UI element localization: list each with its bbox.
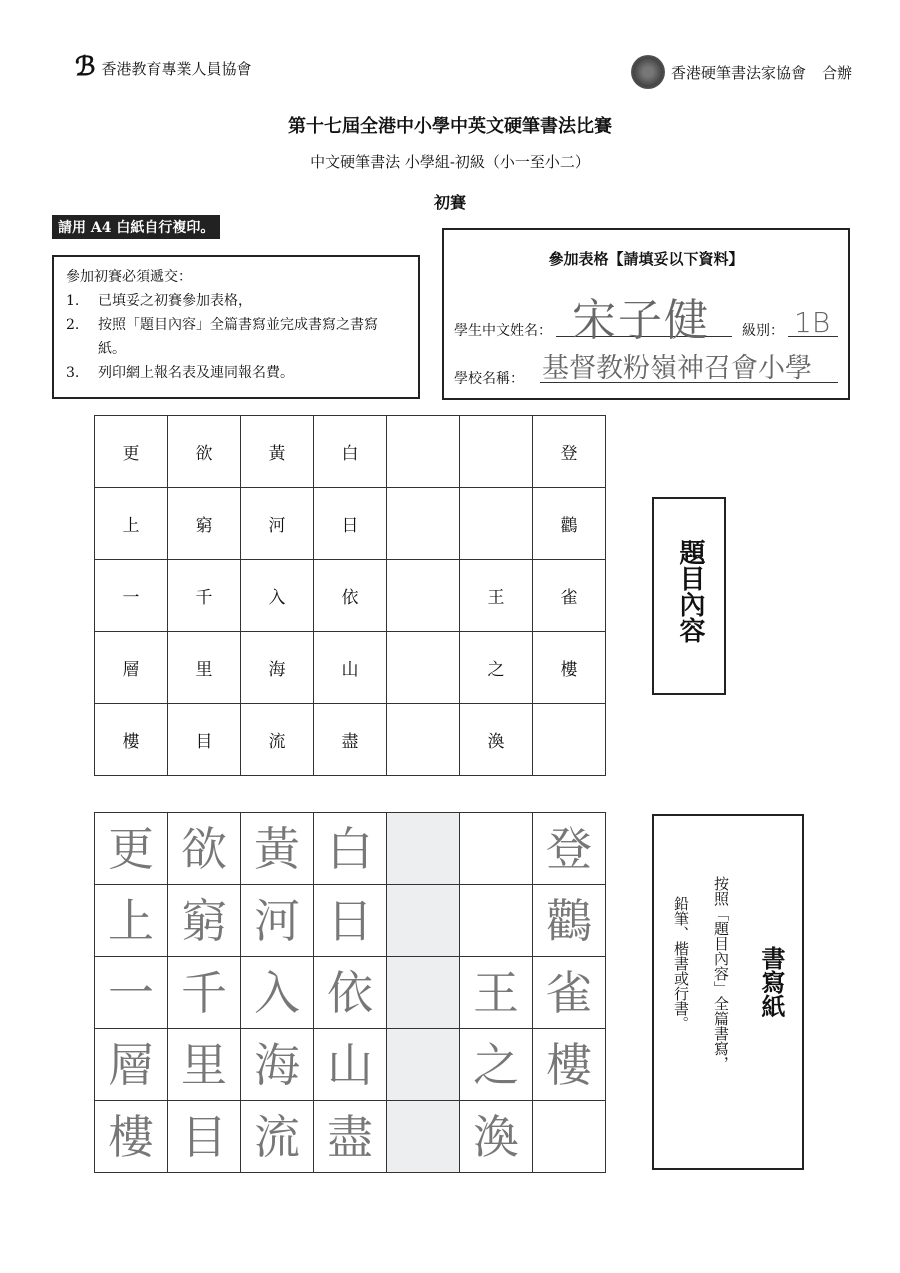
grid-cell xyxy=(460,416,533,488)
table-row xyxy=(95,885,606,957)
writing-cell[interactable]: 海 xyxy=(241,1029,314,1101)
writing-cell[interactable]: 渙 xyxy=(460,1101,533,1173)
table-row xyxy=(95,1101,606,1173)
grid-cell: 流 xyxy=(241,704,314,776)
grid-cell: 依 xyxy=(314,560,387,632)
grid-cell: 入 xyxy=(241,560,314,632)
writing-cell[interactable]: 層 xyxy=(95,1029,168,1101)
left-org-name: 香港教育專業人員協會 xyxy=(101,60,252,78)
calligraphy-seal-icon xyxy=(631,55,665,89)
writing-cell[interactable]: 鸛 xyxy=(533,885,606,957)
round-label: 初賽 xyxy=(433,193,466,212)
grid-cell: 樓 xyxy=(95,704,168,776)
writing-cell[interactable] xyxy=(460,885,533,957)
form-title: 參加表格【請填妥以下資料】 xyxy=(548,250,744,268)
writing-cell[interactable]: 樓 xyxy=(533,1029,606,1101)
writing-cell[interactable]: 樓 xyxy=(95,1101,168,1173)
grid-cell: 里 xyxy=(168,632,241,704)
writing-cell[interactable]: 盡 xyxy=(314,1101,387,1173)
table-row xyxy=(95,560,606,632)
table-row xyxy=(95,813,606,885)
writing-cell[interactable]: 日 xyxy=(314,885,387,957)
list-item: 3. 列印網上報名表及連同報名費。 xyxy=(66,365,294,381)
grid-cell: 樓 xyxy=(533,632,606,704)
requirements-list xyxy=(66,289,406,385)
association-logo-icon: ℬ xyxy=(75,52,96,82)
writing-cell[interactable]: 白 xyxy=(314,813,387,885)
grid-cell: 欲 xyxy=(168,416,241,488)
grid-cell xyxy=(387,488,460,560)
writing-cell[interactable] xyxy=(533,1101,606,1173)
school-label: 學校名稱： xyxy=(454,371,524,387)
writing-grid xyxy=(94,812,606,1173)
writing-cell[interactable]: 入 xyxy=(241,957,314,1029)
grid-cell: 千 xyxy=(168,560,241,632)
writing-cell[interactable]: 目 xyxy=(168,1101,241,1173)
grid-cell: 山 xyxy=(314,632,387,704)
grid-cell: 登 xyxy=(533,416,606,488)
writing-cell[interactable]: 雀 xyxy=(533,957,606,1029)
writing-cell[interactable]: 上 xyxy=(95,885,168,957)
writing-cell[interactable]: 里 xyxy=(168,1029,241,1101)
table-row xyxy=(95,1029,606,1101)
school-field[interactable]: 基督教粉嶺神召會小學 xyxy=(542,353,812,384)
grid-cell: 白 xyxy=(314,416,387,488)
writing-cell[interactable]: 山 xyxy=(314,1029,387,1101)
page-title: 第十七屆全港中小學中英文硬筆書法比賽 xyxy=(288,116,612,137)
writing-cell[interactable]: 王 xyxy=(460,957,533,1029)
right-org-header xyxy=(631,55,852,89)
writing-cell[interactable]: 黃 xyxy=(241,813,314,885)
list-item: 2. 按照「題目內容」全篇書寫並完成書寫之書寫紙。 xyxy=(66,317,378,357)
grid-cell: 王 xyxy=(460,560,533,632)
left-org-header xyxy=(75,52,252,82)
requirements-box xyxy=(52,255,420,399)
grid-cell: 之 xyxy=(460,632,533,704)
grid-cell: 上 xyxy=(95,488,168,560)
grid-cell xyxy=(387,632,460,704)
co-host-label: 合辦 xyxy=(821,63,852,82)
writing-cell[interactable]: 千 xyxy=(168,957,241,1029)
right-org-name: 香港硬筆書法家協會 xyxy=(670,63,806,82)
writing-cell[interactable]: 之 xyxy=(460,1029,533,1101)
writing-cell[interactable]: 依 xyxy=(314,957,387,1029)
topic-label-box xyxy=(652,497,726,695)
grid-cell xyxy=(387,416,460,488)
grid-cell: 鸛 xyxy=(533,488,606,560)
writing-cell[interactable]: 河 xyxy=(241,885,314,957)
grid-cell: 目 xyxy=(168,704,241,776)
writing-cell[interactable] xyxy=(387,1029,460,1101)
table-row xyxy=(95,488,606,560)
writing-cell[interactable]: 窮 xyxy=(168,885,241,957)
grid-cell: 窮 xyxy=(168,488,241,560)
category-subtitle: 中文硬筆書法 小學組-初級（小一至小二） xyxy=(310,153,590,171)
grid-cell: 海 xyxy=(241,632,314,704)
grid-cell: 層 xyxy=(95,632,168,704)
list-item: 1. 已填妥之初賽參加表格， xyxy=(66,293,252,309)
grid-cell: 一 xyxy=(95,560,168,632)
table-row xyxy=(95,957,606,1029)
topic-grid xyxy=(94,415,606,776)
entry-form xyxy=(442,228,850,400)
topic-label: 題目內容 xyxy=(675,539,705,643)
writing-cell[interactable]: 欲 xyxy=(168,813,241,885)
table-row xyxy=(95,416,606,488)
grid-cell: 渙 xyxy=(460,704,533,776)
grid-cell xyxy=(387,704,460,776)
writing-label: 書寫紙 xyxy=(757,946,786,1018)
writing-cell[interactable] xyxy=(387,1101,460,1173)
name-label: 學生中文姓名： xyxy=(454,323,552,339)
writing-cell[interactable] xyxy=(387,957,460,1029)
name-field[interactable]: 宋子健 xyxy=(572,295,710,346)
grade-field[interactable]: 1B xyxy=(794,306,831,339)
requirements-heading: 參加初賽必須遞交： xyxy=(66,269,192,285)
grid-cell xyxy=(533,704,606,776)
grid-cell xyxy=(460,488,533,560)
grid-cell: 河 xyxy=(241,488,314,560)
writing-cell[interactable] xyxy=(387,885,460,957)
grid-cell: 盡 xyxy=(314,704,387,776)
writing-cell[interactable] xyxy=(460,813,533,885)
writing-cell[interactable] xyxy=(387,813,460,885)
writing-label-box xyxy=(652,814,804,1170)
table-row xyxy=(95,704,606,776)
writing-cell[interactable]: 一 xyxy=(95,957,168,1029)
grid-cell: 更 xyxy=(95,416,168,488)
writing-cell[interactable]: 更 xyxy=(95,813,168,885)
writing-instruction-2: 鉛筆、楷書或行書。 xyxy=(672,896,690,1031)
writing-instruction-1: 按照「題目內容」全篇書寫， xyxy=(712,876,730,1071)
grade-label: 級別： xyxy=(742,323,784,339)
writing-cell[interactable]: 流 xyxy=(241,1101,314,1173)
grid-cell xyxy=(387,560,460,632)
grid-cell: 日 xyxy=(314,488,387,560)
writing-cell[interactable]: 登 xyxy=(533,813,606,885)
table-row xyxy=(95,632,606,704)
grid-cell: 雀 xyxy=(533,560,606,632)
grid-cell: 黃 xyxy=(241,416,314,488)
print-instruction-banner: 請用 A4 白紙自行複印。 xyxy=(52,215,220,239)
